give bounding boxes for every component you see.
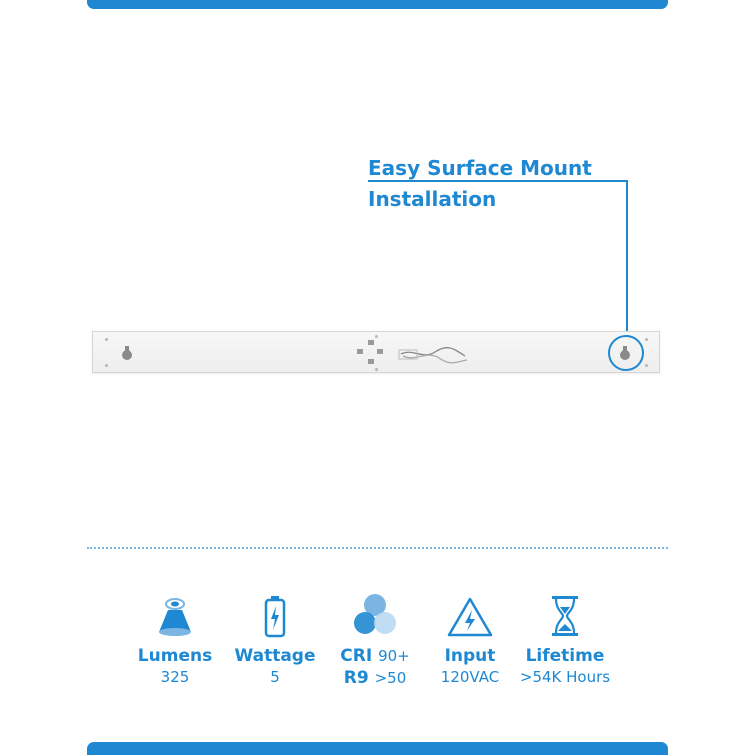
fixture-dot bbox=[375, 368, 378, 371]
fixture-pad bbox=[368, 359, 374, 364]
spec-lumens bbox=[135, 590, 215, 686]
battery-icon bbox=[230, 590, 320, 638]
spec-label: Lumens bbox=[137, 646, 213, 666]
spec-label-secondary bbox=[330, 668, 420, 688]
spec-value: 90+ bbox=[378, 647, 410, 665]
callout-line-2: Installation bbox=[368, 187, 497, 211]
spec-label-text: CRI bbox=[340, 646, 373, 666]
callout-leader-vertical bbox=[626, 180, 628, 335]
spec-row bbox=[120, 590, 640, 700]
spec-lifetime bbox=[510, 590, 620, 686]
fixture-pad bbox=[377, 349, 383, 354]
spec-label: Wattage bbox=[234, 646, 316, 666]
spec-value: 120VAC bbox=[440, 668, 500, 686]
spec-label: Lifetime bbox=[525, 646, 605, 666]
spec-label bbox=[330, 646, 420, 666]
color-circles-icon bbox=[330, 590, 420, 638]
spec-cri bbox=[330, 590, 420, 688]
section-divider bbox=[87, 547, 668, 549]
fixture-pad bbox=[357, 349, 363, 354]
fixture-dot bbox=[645, 364, 648, 367]
spec-value: >50 bbox=[374, 669, 407, 687]
callout-highlight-circle bbox=[608, 335, 644, 371]
fixture-dot bbox=[105, 364, 108, 367]
warning-icon bbox=[425, 590, 515, 638]
callout-line-1: Easy Surface Mount bbox=[368, 156, 592, 180]
fixture-dot bbox=[105, 338, 108, 341]
spec-wattage bbox=[230, 590, 320, 686]
keyhole-slot-left bbox=[122, 350, 132, 360]
light-fixture-image bbox=[92, 331, 660, 373]
fixture-wires bbox=[393, 338, 473, 368]
callout-leader-horizontal bbox=[368, 180, 628, 182]
spec-input bbox=[425, 590, 515, 686]
callout-title bbox=[368, 153, 592, 215]
spec-label: Input bbox=[444, 646, 496, 666]
top-accent-bar bbox=[87, 0, 668, 9]
fixture-dot bbox=[645, 338, 648, 341]
fixture-dot bbox=[375, 335, 378, 338]
spec-value: >54K Hours bbox=[519, 668, 611, 686]
spec-value: 325 bbox=[160, 668, 190, 686]
spec-label-text: R9 bbox=[343, 668, 369, 688]
bottom-accent-bar bbox=[87, 742, 668, 755]
fixture-pad bbox=[368, 340, 374, 345]
hourglass-icon bbox=[510, 590, 620, 638]
spec-value: 5 bbox=[270, 668, 280, 686]
lumens-icon bbox=[135, 590, 215, 638]
